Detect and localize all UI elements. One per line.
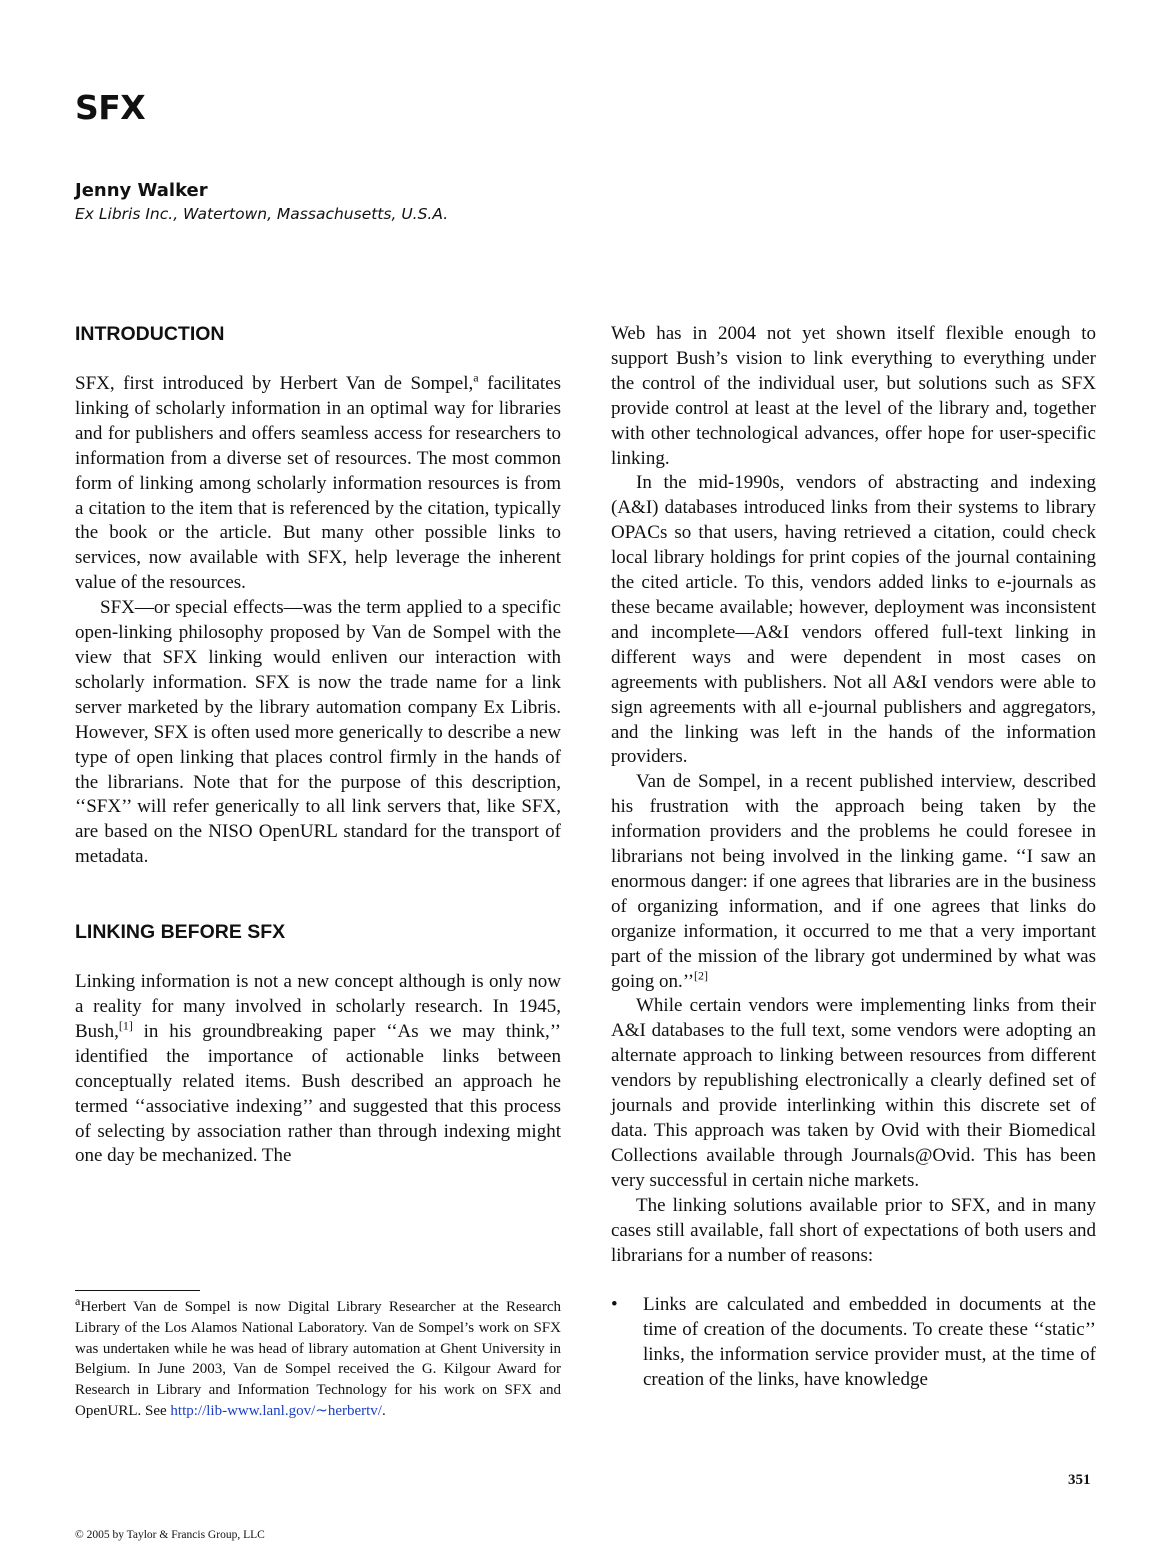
left-column: [75, 322, 561, 1169]
bullet-icon: •: [611, 1294, 618, 1316]
footnote-link[interactable]: http://lib-www.lanl.gov/∼herbertv/: [170, 1402, 382, 1419]
list-item: [611, 1293, 1096, 1393]
footnote-marker: a: [473, 370, 479, 385]
right-paragraph-2: In the mid-1990s, vendors of abstracting and indexing (A&I) databases introduced links from their systems to library OPACs so that users, having retrieved a citation, could check local library holdings for print copies of the journal containing the cited article. To this, vendors added links to e-journals as these became available; however, deployment was inconsistent and incomplete—A&I vendors offered full-text linking in different ways and were dependent in most cases on agreements with publishers. Not all A&I vendors were able to sign agreements with all e-journal publishers and aggregators, and the linking was left in the hands of the information providers.: [611, 472, 1096, 768]
footnote: [75, 1294, 561, 1422]
linking-text-rest: in his groundbreaking paper ‘‘As we may think,’’ identified the importance of actionable links between conceptually related items. Bush described an approach he termed ‘‘associative indexing’’ and suggested that this process of selecting by association rather than through indexing might one day be mechanized. The: [75, 1020, 561, 1167]
footnote-text: Herbert Van de Sompel is now Digital Library Researcher at the Research Library of the Los Alamos National Laboratory. Van de Sompel’s work on SFX was undertaken while he was head of library automation at Ghent University in Belgium. In June 2003, Van de Sompel received the G. Kilgour Award for Research in Library and Information Technology for his work on SFX and OpenURL. See: [75, 1299, 561, 1419]
footnote-end: .: [381, 1402, 386, 1419]
introduction-paragraph-1: [75, 372, 561, 596]
citation-marker-1: [1]: [118, 1018, 133, 1033]
citation-marker-2: [2]: [694, 968, 709, 983]
intro-text-start: SFX, first introduced by Herbert Van de Sompel,: [75, 373, 474, 394]
right-paragraph-4: While certain vendors were implementing links from their A&I databases to the full text, some vendors were adopting an alternate approach to linking between resources from different vendors by republishing electronically a clearly defined set of journals and provide interlinking within this discrete set of data. This approach was taken by Ovid with their Biomedical Collections available through Journals@Ovid. This has been very successful in certain niche markets.: [611, 995, 1096, 1191]
intro-text-rest: facilitates linking of scholarly information in an optimal way for libraries and for publishers and offers seamless access for researchers to information from a diverse set of resources. The most common form of linking among scholarly information resources is from a citation to the item that is referenced by the citation, typically the book or the article. But many other possible links to services, now available with SFX, help leverage the inherent value of the resources.: [75, 373, 561, 594]
bullet-list: [611, 1293, 1096, 1393]
author-name: Jenny Walker: [75, 180, 208, 201]
linking-before-paragraph-1: [75, 970, 561, 1169]
linking-before-sfx-heading: LINKING BEFORE SFX: [75, 921, 286, 944]
right-paragraph-3: [611, 770, 1096, 994]
footnote-divider: [75, 1290, 200, 1291]
article-title: SFX: [75, 88, 146, 127]
introduction-paragraph-2: SFX—or special effects—was the term applied to a specific open-linking philosophy proposed by Van de Sompel with the view that SFX linking would enliven our interaction with scholarly information. SFX is now the trade name for a link server marketed by the library automation company Ex Libris. However, SFX is often used more generically to describe a new type of open linking that places control firmly in the hands of the librarians. Note that for the purpose of this description, ‘‘SFX’’ will refer generically to all link servers that, like SFX, are based on the NISO OpenURL standard for the transport of metadata.: [75, 597, 561, 868]
copyright-notice: © 2005 by Taylor & Francis Group, LLC: [75, 1529, 265, 1541]
right-paragraph-1: Web has in 2004 not yet shown itself flexible enough to support Bush’s vision to link everything to everything under the control of the individual user, but solutions such as SFX provide control at least at the level of the library and, together with other technological advances, offer hope for user-specific linking.: [611, 323, 1096, 469]
page-number: 351: [1068, 1472, 1091, 1488]
bullet-text: Links are calculated and embedded in documents at the time of creation of the documents. To create these ‘‘static’’ links, the information service provider must, at the time of creation of the links, have knowledge: [643, 1294, 1096, 1391]
interview-quote-text: Van de Sompel, in a recent published interview, described his frustration with the approach being taken by the information providers and the problems he could foresee in librarians not being involved in the linking game. ‘‘I saw an enormous danger: if one agrees that libraries are in the business of organizing information, and if one agrees that links do organize information, it occurred to me that a very important part of the mission of the library got undermined by what was going on.’’: [611, 771, 1096, 992]
right-paragraph-5: The linking solutions available prior to SFX, and in many cases still available, fall short of expectations of both users and librarians for a number of reasons:: [611, 1194, 1096, 1266]
introduction-heading: INTRODUCTION: [75, 323, 225, 345]
author-affiliation: Ex Libris Inc., Watertown, Massachusetts, U.S.A.: [75, 205, 449, 223]
footnote-marker-label: a: [75, 1294, 81, 1308]
right-column: [611, 322, 1096, 1393]
linking-text-start: Linking information is not a new concept although is only now a reality for many involved in scholarly research. In 1945, Bush,: [75, 971, 561, 1042]
